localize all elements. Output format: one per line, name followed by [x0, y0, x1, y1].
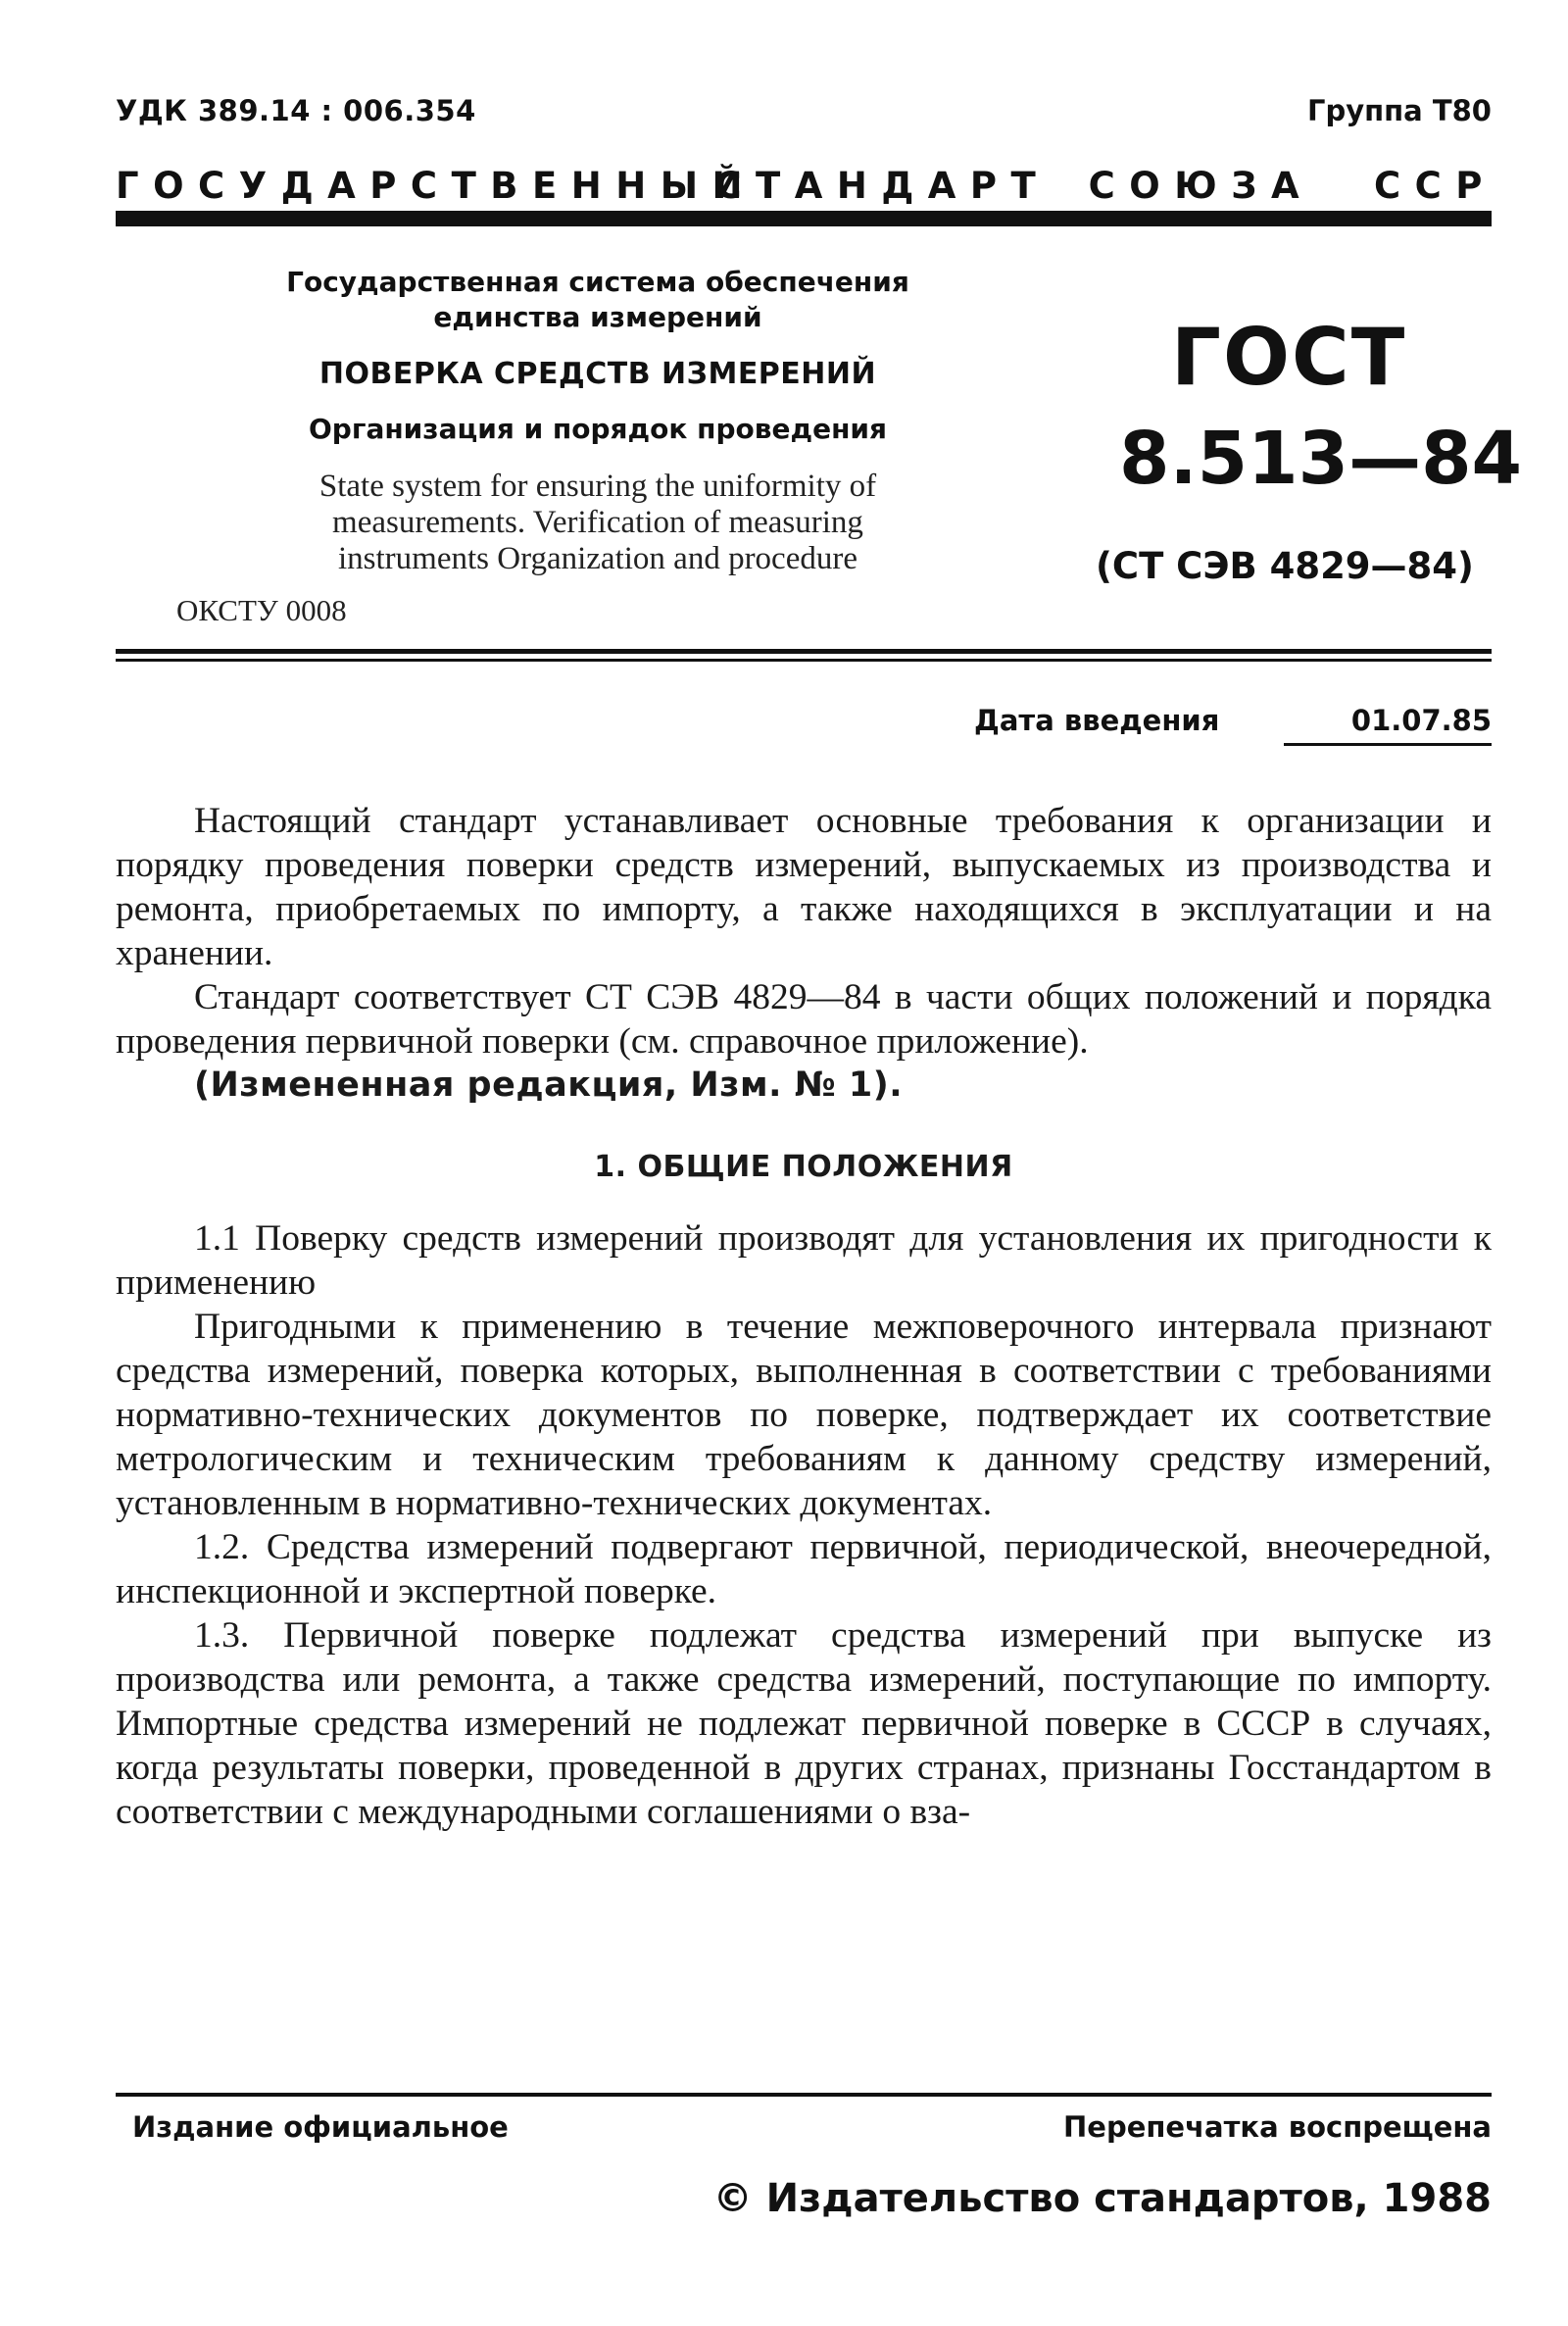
- banner-word-2: СТАНДАРТ: [714, 165, 1051, 207]
- reprint-note: Перепечатка воспрещена: [1063, 2110, 1492, 2144]
- gost-label: ГОСТ: [1171, 312, 1407, 403]
- paragraph-1-2: 1.2. Средства измерений подвергают первичной, периодической, внеочередной, инспекционной и экспертной поверке.: [116, 1527, 1492, 1611]
- system-line-1: Государственная система обеспечения: [286, 266, 909, 298]
- title-rule-thick: [116, 649, 1492, 654]
- group-code: Группа Т80: [1306, 94, 1492, 127]
- document-body: [116, 799, 1492, 1834]
- okstu-code: ОКСТУ 0008: [176, 593, 347, 627]
- title-rule-thin: [116, 659, 1492, 662]
- paragraph-1-3: 1.3. Первичной поверке подлежат средства измерений при выпуске из производства или ремонта, а также средства измерений, поступающие по импорту. Импортные средства измерений не подлежат первичной поверке в СССР в случаях, когда результаты поверки, проведенной в других странах, признаны Госстандартом в соответствии с международными соглашениями о вза-: [116, 1615, 1492, 1832]
- title-block: [225, 265, 970, 577]
- header-rule: [116, 211, 1492, 226]
- paragraph-1-1: 1.1 Поверку средств измерений производят для установления их пригодности к применению: [116, 1218, 1492, 1303]
- system-line-2: единства измерений: [433, 301, 762, 333]
- amendment-note: (Измененная редакция, Изм. № 1).: [194, 1065, 904, 1105]
- english-line-3: instruments Organization and procedure: [338, 541, 858, 576]
- paragraph-conformity: Стандарт соответствует СТ СЭВ 4829—84 в части общих положений и порядка проведения первичной поверки (см. справочное приложение).: [116, 977, 1492, 1062]
- english-title: [225, 469, 970, 577]
- date-label: Дата введения: [974, 704, 1220, 737]
- date-value: 01.07.85: [1350, 704, 1492, 737]
- english-line-2: measurements. Verification of measuring: [332, 505, 863, 540]
- document-title: ПОВЕРКА СРЕДСТВ ИЗМЕРЕНИЙ: [318, 357, 877, 391]
- footer-rule: [116, 2093, 1492, 2097]
- english-line-1: State system for ensuring the uniformity of: [318, 469, 877, 504]
- udk-code: УДК 389.14 : 006.354: [116, 94, 476, 127]
- st-sev-reference: (СТ СЭВ 4829—84): [1096, 545, 1474, 587]
- banner-word-3: СОЮЗА: [1088, 165, 1314, 207]
- paragraph-1-1-cont: Пригодными к применению в течение межповерочного интервала признают средства измерений, поверка которых, выполненная в соответствии с требованиями нормативно-технических документов по поверке, подтверждает их соответствие метрологическим и техническим требованиям к данному средству измерений, установленным в нормативно-технических документах.: [116, 1307, 1492, 1523]
- publisher-copyright: © Издательство стандартов, 1988: [712, 2176, 1492, 2221]
- state-standard-banner: [116, 165, 1496, 207]
- gost-number: 8.513—84: [1119, 417, 1523, 501]
- document-subtitle: Организация и порядок проведения: [308, 413, 888, 445]
- banner-word-4: ССР: [1373, 165, 1496, 207]
- date-underline: [1284, 743, 1492, 746]
- paragraph-scope: Настоящий стандарт устанавливает основные требования к организации и порядку проведения поверки средств измерений, выпускаемых из производства и ремонта, приобретаемых по импорту, а также находящихся в эксплуатации и на хранении.: [116, 801, 1492, 973]
- edition-note: Издание официальное: [132, 2110, 509, 2144]
- banner-word-1: ГОСУДАРСТВЕННЫЙ: [116, 165, 758, 207]
- section-heading: 1. ОБЩИЕ ПОЛОЖЕНИЯ: [594, 1150, 1013, 1184]
